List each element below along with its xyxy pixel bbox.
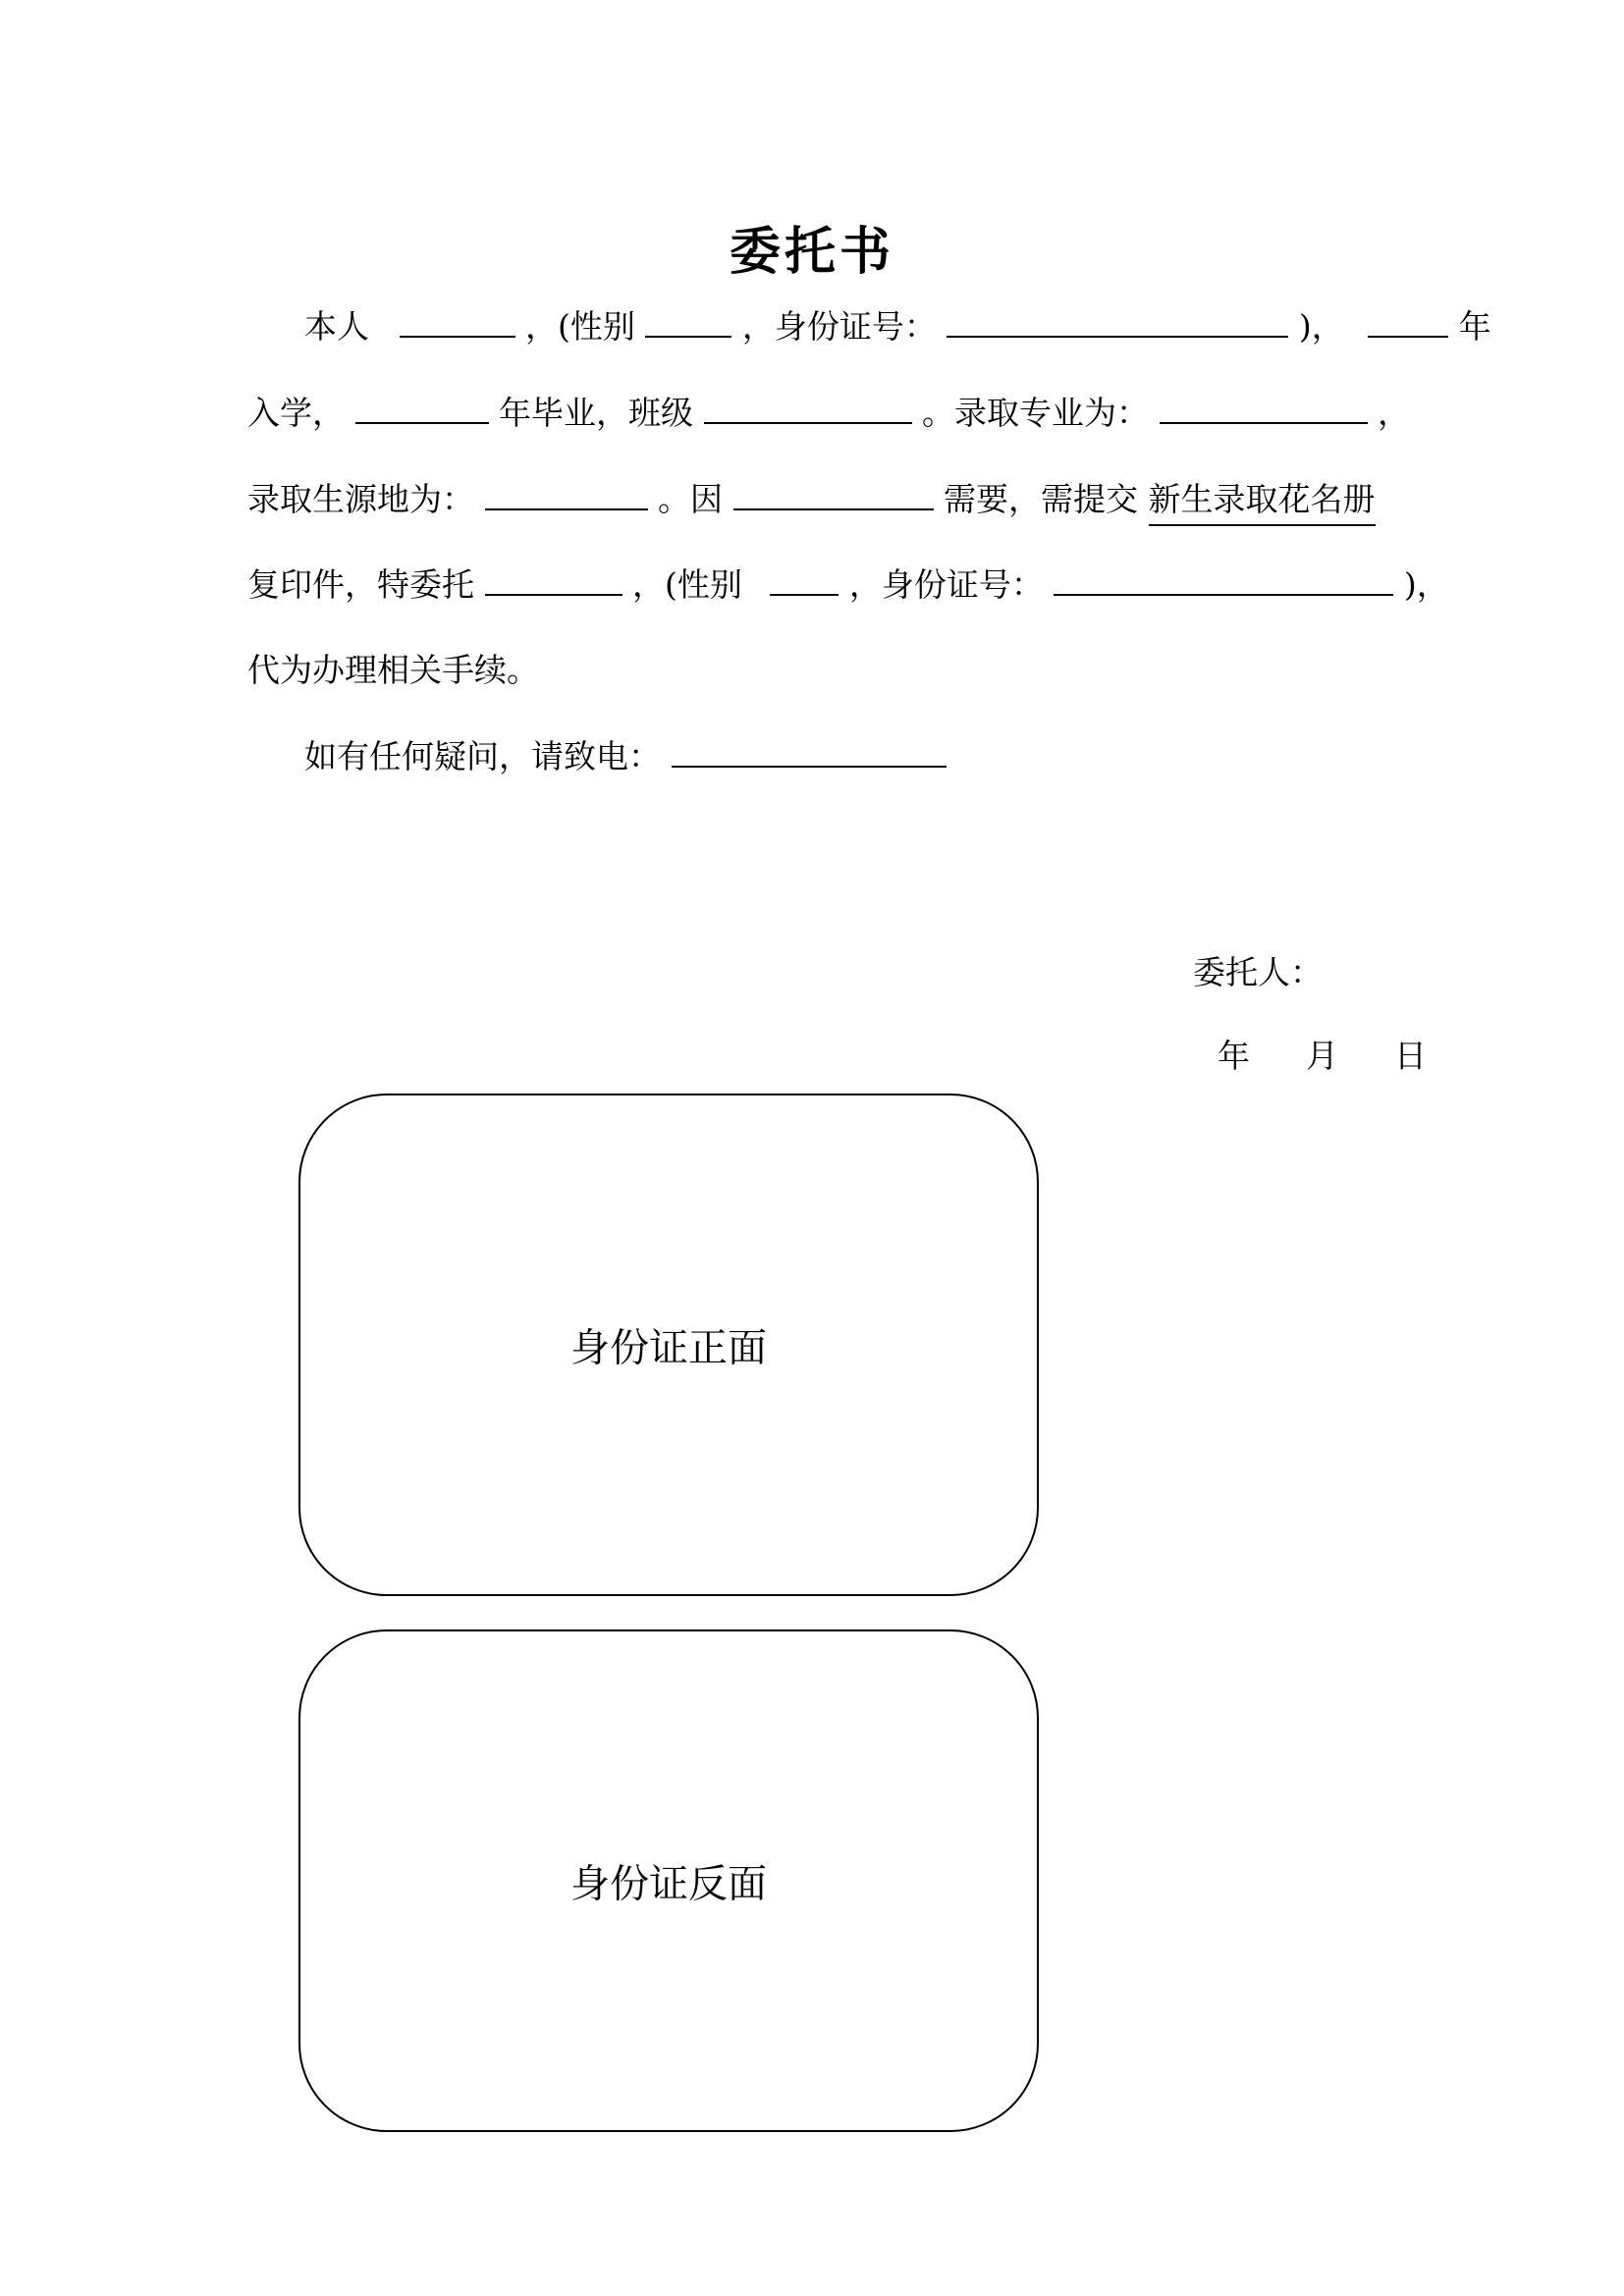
text-enroll: 入学， <box>247 394 345 432</box>
id-back-label: 身份证反面 <box>570 1861 767 1907</box>
signer-label: 委托人： <box>1193 953 1323 991</box>
paragraph-line-1 <box>247 302 1491 351</box>
date-line <box>1218 1031 1427 1077</box>
principal-gender-blank <box>645 302 731 338</box>
text-id-number: ，身份证号： <box>741 307 937 346</box>
reason-blank <box>733 475 934 510</box>
text-because: 。因 <box>658 480 723 518</box>
paragraph-line-6 <box>247 732 1386 781</box>
text-graduate-class: 年毕业，班级 <box>499 394 693 432</box>
text-major: 。录取专业为： <box>922 394 1149 432</box>
major-blank <box>1160 389 1368 424</box>
class-blank <box>704 389 912 424</box>
date-year: 年 <box>1218 1037 1250 1075</box>
text-year: 年 <box>1458 307 1491 346</box>
agent-name-blank <box>485 561 623 596</box>
agent-gender-blank <box>770 561 839 596</box>
paragraph-line-5 <box>247 646 1386 695</box>
date-month: 月 <box>1306 1037 1338 1075</box>
paragraph-line-4 <box>247 561 1449 610</box>
text-agent-gender: ，(性别 <box>632 565 742 604</box>
text-agent-id: ，身份证号： <box>848 565 1044 604</box>
text-need-submit: 需要，需提交 <box>944 480 1138 518</box>
origin-blank <box>485 475 648 510</box>
text-gender-open: ，(性别 <box>525 307 635 346</box>
date-day: 日 <box>1394 1037 1427 1075</box>
phone-blank <box>672 732 947 768</box>
text-agent-close: )， <box>1403 565 1449 604</box>
principal-name-blank <box>400 302 515 338</box>
graduate-year-blank <box>355 389 489 424</box>
document-title: 委托书 <box>729 222 894 282</box>
id-front-box <box>298 1094 1039 1596</box>
text-origin: 录取生源地为： <box>247 480 474 518</box>
agent-id-blank <box>1054 561 1393 596</box>
text-handle: 代为办理相关手续。 <box>247 651 539 689</box>
paragraph-line-3 <box>247 475 1386 524</box>
text-principal: 本人 <box>304 307 369 346</box>
text-roster: 新生录取花名册 <box>1149 475 1376 526</box>
id-back-box <box>298 1629 1039 2132</box>
text-copy-entrust: 复印件，特委托 <box>247 565 474 604</box>
text-close-paren: )， <box>1298 307 1344 346</box>
principal-id-blank <box>947 302 1288 338</box>
text-comma: ， <box>1378 394 1410 432</box>
text-contact: 如有任何疑问，请致电： <box>304 737 661 775</box>
id-front-label: 身份证正面 <box>570 1325 767 1371</box>
enroll-year-blank <box>1368 302 1448 338</box>
paragraph-line-2 <box>247 389 1410 438</box>
